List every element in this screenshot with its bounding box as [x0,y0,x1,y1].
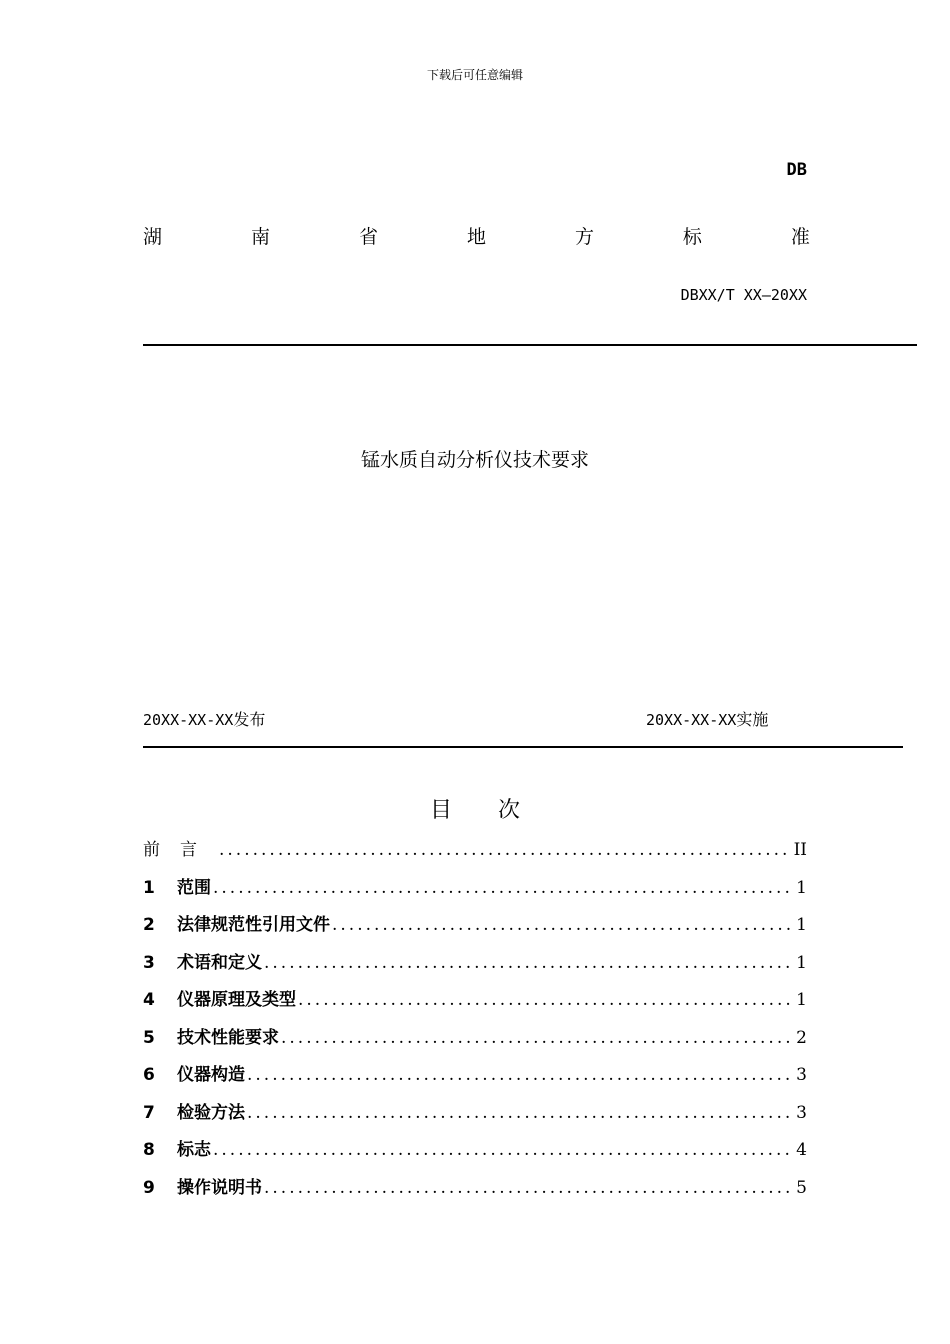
toc-entry-page: 1 [796,915,807,935]
implement-date-value: 20XX-XX-XX [646,711,737,729]
standard-title-char: 湖 [143,226,163,248]
toc-entry-label: 检验方法 [177,1102,245,1123]
toc-entry-label: 技术性能要求 [177,1027,279,1048]
toc-entry-number: 5 [143,1027,155,1048]
toc-entry-page: 1 [796,952,807,973]
toc-entry-page: II [793,840,807,860]
toc-leader-dots [281,1028,794,1048]
standard-code: DBXX/T XX—20XX [680,286,807,304]
toc-entry-page: 1 [796,877,807,898]
toc-leader-dots [264,1178,794,1198]
toc-entry-page: 3 [796,1065,807,1085]
publish-date [143,707,265,730]
toc-entry[interactable] [143,910,807,948]
toc-entry-number: 7 [143,1102,155,1123]
toc-entry-label: 操作说明书 [177,1177,262,1198]
toc-entry-number: 3 [143,952,155,973]
toc-leader-dots [264,953,794,973]
publish-date-value: 20XX-XX-XX [143,711,234,729]
toc-entry[interactable] [143,1023,807,1061]
toc-heading [0,793,950,824]
toc-entry-page: 3 [796,1102,807,1123]
standard-title-char: 省 [358,226,378,248]
toc-entry-label: 术语和定义 [177,952,262,973]
db-mark: DB [786,160,807,180]
table-of-contents [143,835,807,1210]
standard-title-char: 南 [250,226,270,248]
toc-entry-label: 标志 [177,1140,211,1160]
standard-title [143,222,810,249]
toc-entry-label: 仪器原理及类型 [177,990,296,1010]
publish-label: 发布 [233,710,266,729]
toc-entry[interactable] [143,1098,807,1136]
toc-entry[interactable] [143,985,807,1023]
toc-heading-char: 次 [498,798,521,823]
toc-entry-page: 4 [796,1140,807,1160]
toc-entry[interactable] [143,1060,807,1098]
toc-entry-number: 6 [143,1065,155,1085]
toc-leader-dots [219,840,792,860]
toc-heading-char: 目 [429,798,452,823]
toc-entry[interactable] [143,948,807,986]
toc-entry-number: 8 [143,1140,155,1160]
standard-title-char: 标 [682,226,702,248]
bottom-divider [143,746,903,748]
toc-leader-dots [213,1140,794,1160]
toc-entry-page: 5 [796,1177,807,1198]
toc-entry-page: 1 [796,990,807,1010]
implement-label: 实施 [736,710,769,729]
toc-leader-dots [247,1103,794,1123]
standard-title-char: 地 [466,226,486,248]
toc-entry-number: 2 [143,915,155,935]
toc-entry-number: 1 [143,877,155,898]
toc-entry[interactable] [143,1173,807,1211]
top-divider [143,344,917,346]
toc-entry[interactable] [143,873,807,911]
document-title: 锰水质自动分析仪技术要求 [360,449,589,471]
standard-title-char: 方 [574,226,594,248]
toc-entry[interactable] [143,1135,807,1173]
header-note: 下载后可任意编辑 [426,68,523,82]
toc-entry-label: 范围 [177,877,211,898]
implement-date [646,707,768,730]
toc-entry-number: 4 [143,990,155,1010]
toc-entry-number: 9 [143,1177,155,1198]
toc-leader-dots [213,878,794,898]
toc-leader-dots [247,1065,794,1085]
toc-entry-label: 仪器构造 [177,1065,245,1085]
toc-leader-dots [298,990,794,1010]
standard-title-char: 准 [790,226,810,248]
toc-leader-dots [332,915,794,935]
toc-entry-page: 2 [796,1027,807,1048]
toc-entry-label: 前言 [143,840,217,860]
toc-entry-foreword[interactable] [143,835,807,873]
toc-entry-label: 法律规范性引用文件 [177,915,330,935]
